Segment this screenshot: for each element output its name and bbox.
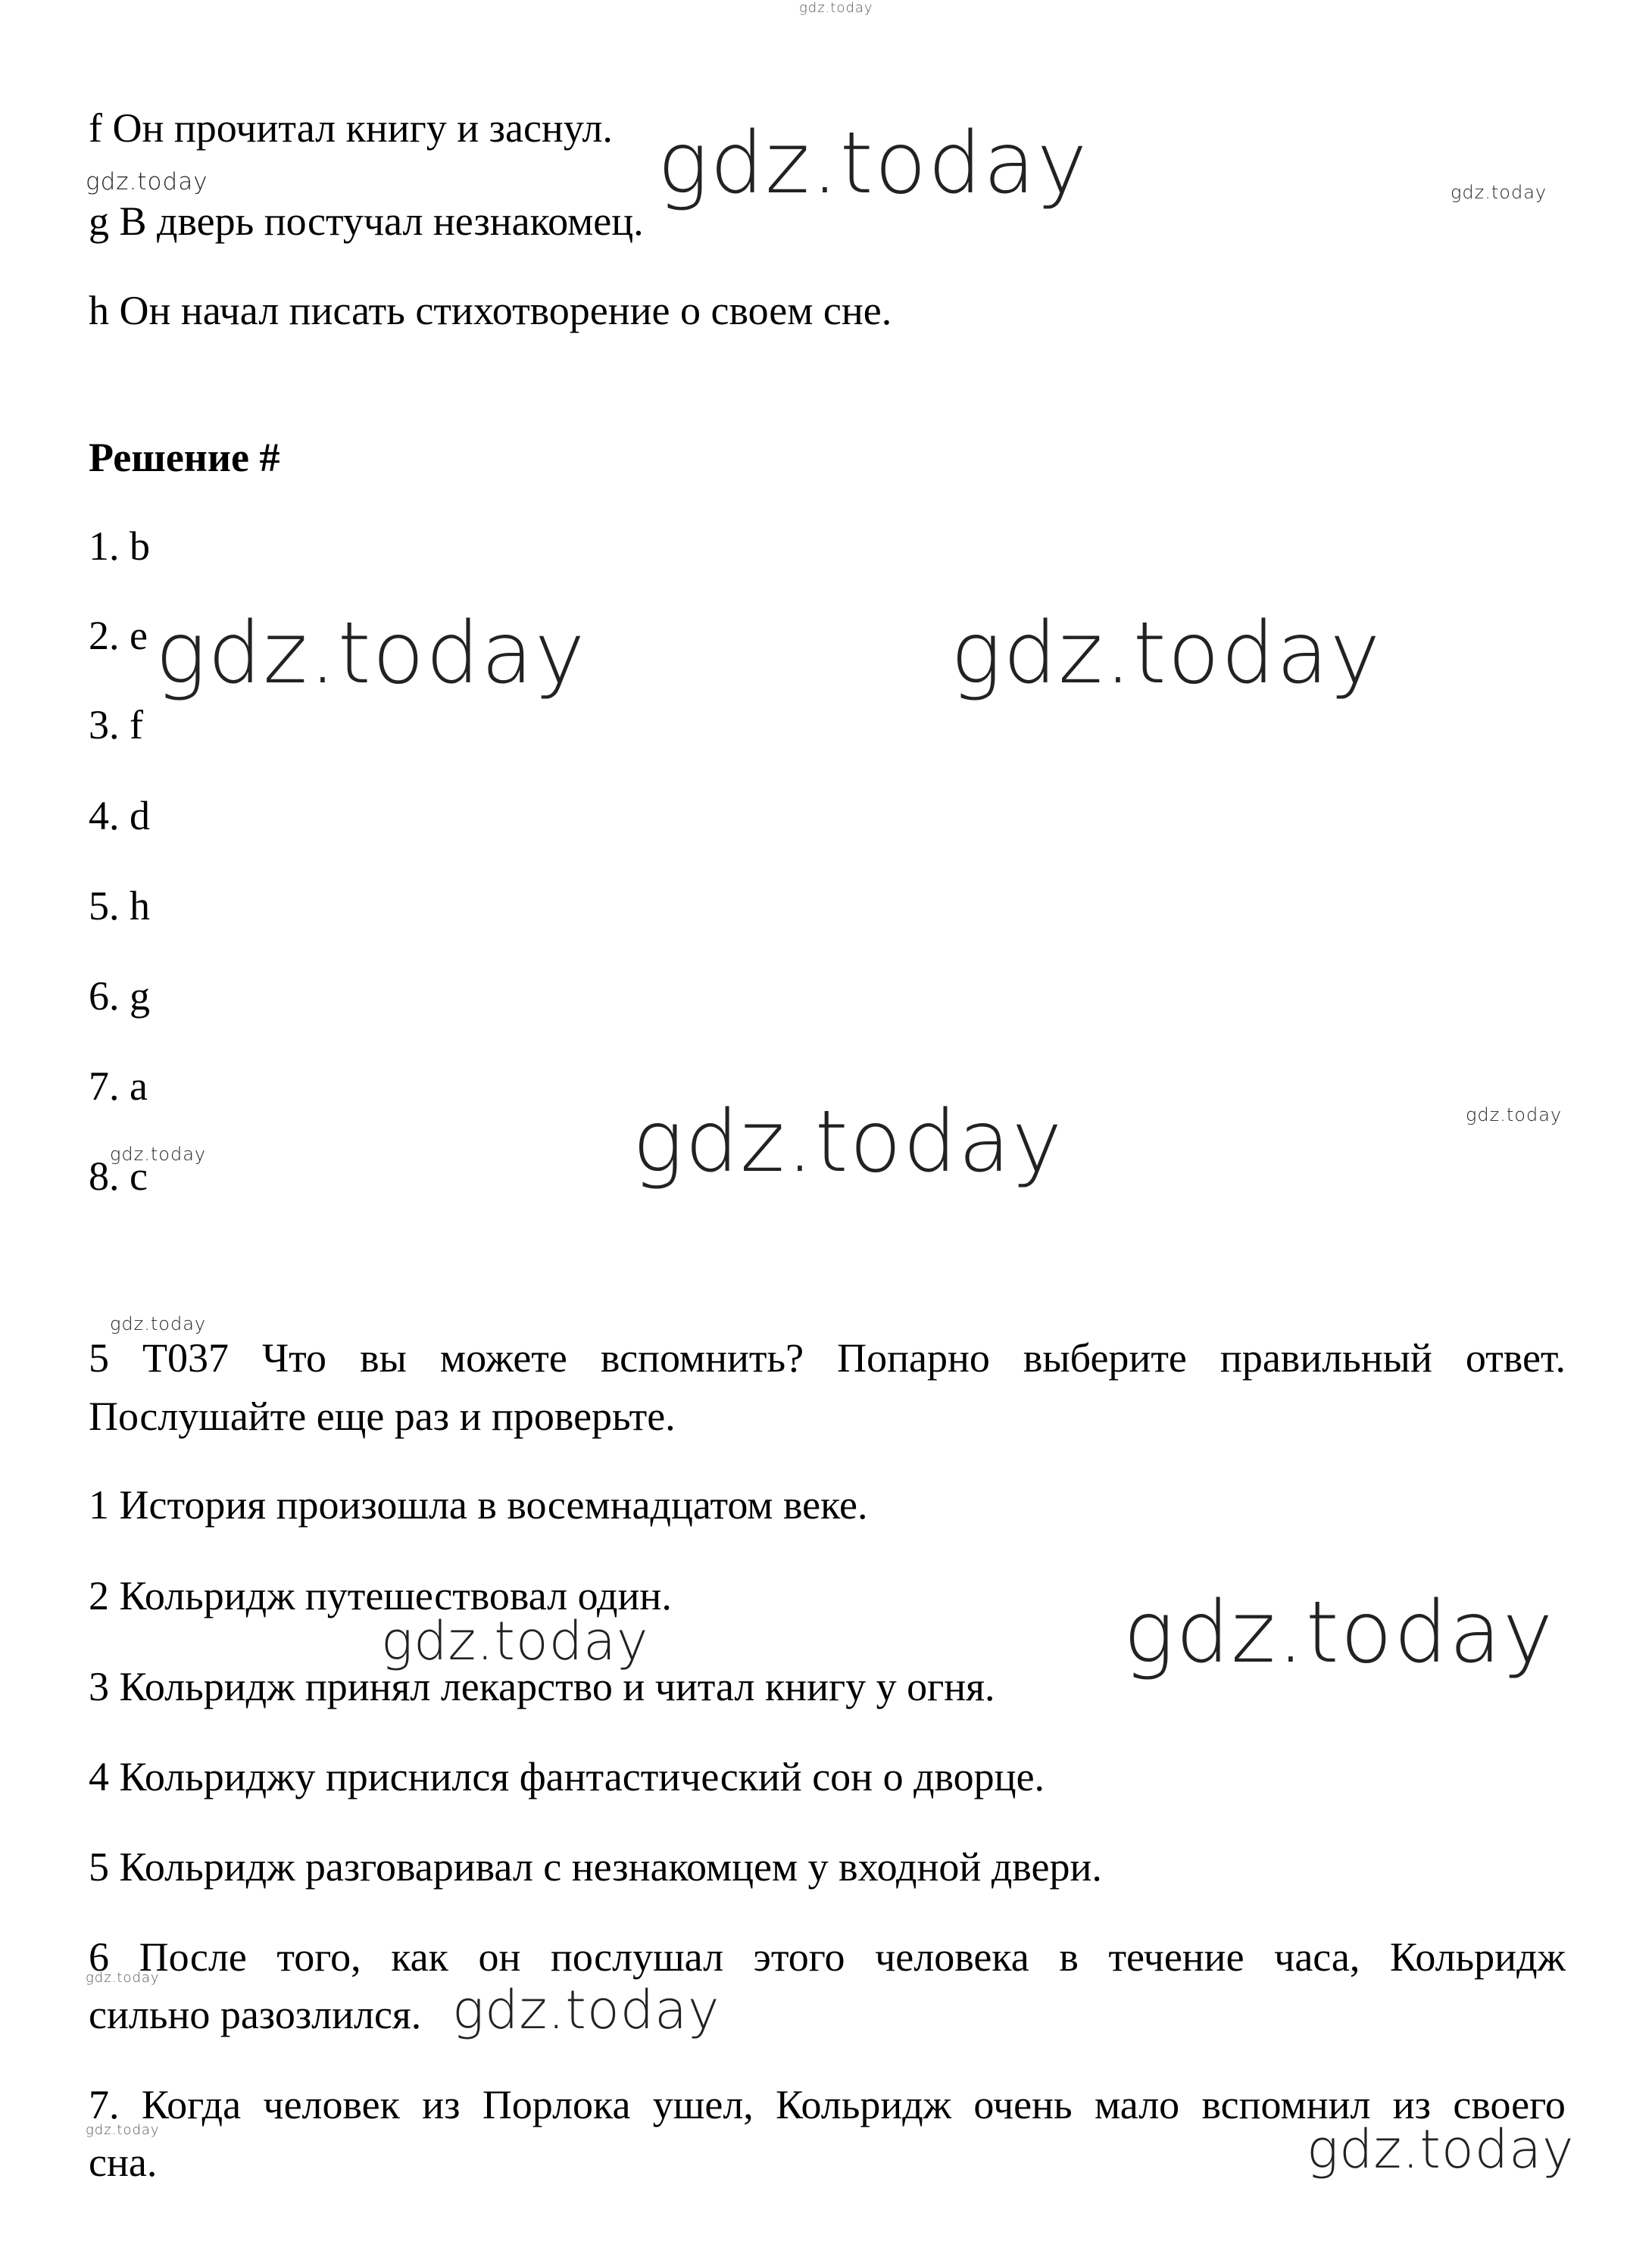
word: как (391, 1934, 448, 1980)
answer-4: 4. d (89, 793, 150, 838)
word: ушел, (652, 2082, 754, 2127)
word: того, (276, 1934, 361, 1980)
exercise-item-7-line2: сна. (89, 2140, 158, 2185)
watermark: gdz.today (381, 1610, 649, 1672)
watermark: gdz.today (110, 1313, 207, 1334)
answer-5: 5. h (89, 883, 150, 929)
word: ответ. (1465, 1335, 1566, 1381)
word: очень (973, 2082, 1073, 2127)
watermark: gdz.today (799, 0, 873, 16)
word: Порлока (482, 2082, 631, 2127)
exercise-item-6-line2: сильно разозлился. (89, 1992, 422, 2037)
word: человек (263, 2082, 400, 2127)
answer-3: 3. f (89, 702, 143, 748)
word: Когда (141, 2082, 242, 2127)
word: из (1392, 2082, 1432, 2127)
watermark: gdz.today (86, 1970, 160, 1986)
word: После (139, 1934, 247, 1980)
word: течение (1108, 1934, 1244, 1980)
word: мало (1094, 2082, 1180, 2127)
watermark: gdz.today (657, 114, 1089, 213)
word: он (478, 1934, 521, 1980)
word: человека (875, 1934, 1029, 1980)
word: Что (262, 1335, 327, 1381)
watermark: gdz.today (86, 2122, 160, 2138)
word: T037 (142, 1335, 230, 1381)
watermark: gdz.today (1451, 182, 1547, 203)
word: выберите (1023, 1335, 1187, 1381)
exercise-item-4: 4 Кольриджу приснился фантастический сон о дворце. (89, 1754, 1045, 1799)
watermark: gdz.today (110, 1144, 207, 1165)
word: в (1059, 1934, 1079, 1980)
word: правильный (1219, 1335, 1432, 1381)
word: 7. (89, 2082, 120, 2127)
word: своего (1453, 2082, 1566, 2127)
word: Кольридж (1389, 1934, 1566, 1980)
word: можете (439, 1335, 567, 1381)
word: послушал (550, 1934, 724, 1980)
word: вспомнил (1201, 2082, 1371, 2127)
watermark: gdz.today (86, 168, 208, 195)
word: этого (753, 1934, 845, 1980)
solution-heading: Решение # (89, 435, 280, 480)
word: Попарно (837, 1335, 990, 1381)
item-h: h Он начал писать стихотворение о своем сне. (89, 288, 892, 333)
answer-7: 7. a (89, 1063, 148, 1109)
word: 5 (89, 1335, 109, 1381)
exercise-item-2: 2 Кольридж путешествовал один. (89, 1573, 672, 1618)
watermark: gdz.today (155, 604, 587, 703)
exercise-item-3: 3 Кольридж принял лекарство и читал книгу у огня. (89, 1664, 995, 1709)
item-f: f Он прочитал книгу и заснул. (89, 105, 613, 151)
watermark: gdz.today (452, 1979, 720, 2041)
exercise-item-5: 5 Кольридж разговаривал с незнакомцем у входной двери. (89, 1844, 1102, 1890)
word: Кольридж (776, 2082, 951, 2127)
exercise-item-1: 1 История произошла в восемнадцатом веке. (89, 1482, 868, 1528)
word: 6 (89, 1934, 109, 1980)
watermark: gdz.today (1466, 1104, 1563, 1125)
watermark: gdz.today (1123, 1584, 1555, 1682)
exercise-title-line1 (89, 1335, 1566, 1381)
item-g: g В дверь постучал незнакомец. (89, 198, 644, 244)
answer-1: 1. b (89, 523, 150, 569)
word: часа, (1274, 1934, 1360, 1980)
word: вспомнить? (600, 1335, 804, 1381)
word: из (422, 2082, 461, 2127)
answer-2: 2. e (89, 613, 148, 658)
watermark: gdz.today (951, 604, 1382, 703)
answer-8: 8. c (89, 1153, 148, 1199)
answer-6: 6. g (89, 973, 150, 1019)
watermark: gdz.today (1307, 2118, 1575, 2180)
watermark: gdz.today (632, 1093, 1064, 1191)
exercise-title-line2: Послушайте еще раз и проверьте. (89, 1394, 676, 1439)
word: вы (360, 1335, 407, 1381)
